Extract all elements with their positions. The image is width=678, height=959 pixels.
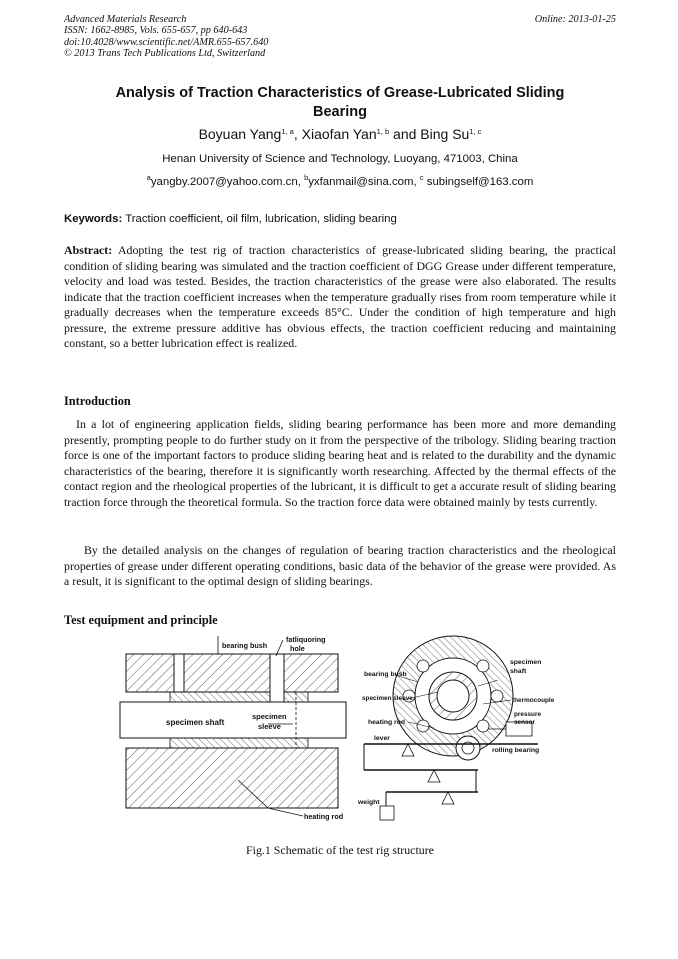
author-name: Boyuan Yang: [198, 126, 282, 142]
specimen-shaft-end: [437, 680, 469, 712]
journal-name: Advanced Materials Research: [64, 14, 187, 25]
label-heating-rod: heating rod: [304, 812, 344, 821]
label-fatliquoring-1: fatliquoring: [286, 635, 326, 644]
author-affil-mark: 1, b: [376, 127, 390, 136]
email-mark: a: [146, 173, 151, 182]
doi-line[interactable]: doi:10.4028/www.scientific.net/AMR.655-657.640: [64, 36, 269, 48]
loading-system: [357, 636, 555, 820]
bearing-bush-top: [126, 654, 338, 692]
author-separator: and: [389, 126, 421, 142]
author-affil-mark: 1, c: [469, 127, 482, 136]
label-thermocouple: thermocouple: [512, 697, 555, 704]
author-list: [64, 126, 616, 142]
label-weight: weight: [358, 799, 380, 806]
bearing-bush-bottom: [126, 748, 338, 808]
paper-title: [64, 84, 616, 122]
label-specimen-sleeve-2: sleeve: [258, 722, 281, 731]
specimen-sleeve-top: [170, 692, 308, 702]
label-specimen-sleeve-right: specimen sleeve: [362, 695, 413, 702]
label-fatliquoring-2: hole: [290, 644, 305, 653]
keywords-text: Traction coefficient, oil film, lubrication, sliding bearing: [125, 213, 397, 225]
heating-rod-hole: [174, 654, 184, 692]
specimen-sleeve-bottom: [170, 738, 308, 748]
online-date: Online: 2013-01-25: [534, 14, 616, 25]
label-pressure-sensor-1: pressure: [514, 711, 541, 718]
intro-paragraph-1: In a lot of engineering application fields, sliding bearing performance has been more and more demanding presently, prompting people to do further study on it from the perspective of the tribology. Sliding bearing traction force is one of the important factors to produce sliding bearing heat and is related to the durability and the dynamic characteristics of the bearing, therefore it is significantly worth researching. Affected by the thermal effects of the contact region and the rheological properties of the lubricant, it is difficult to get a accurate result of sliding bearing traction force through the theoretical formula. So the traction force data were obtained mainly by tests currently.: [64, 417, 616, 509]
title-line-1: Analysis of Traction Characteristics of Grease-Lubricated Sliding: [115, 85, 565, 101]
label-specimen-shaft-right-1: specimen: [510, 659, 542, 666]
abstract-label: Abstract:: [64, 243, 113, 257]
section-heading-test-equipment: Test equipment and principle: [64, 613, 218, 627]
specimen-shaft: [120, 702, 346, 738]
abstract: [64, 243, 616, 352]
label-rolling-bearing: rolling bearing: [492, 747, 540, 754]
author-affil-mark: 1, a: [281, 127, 294, 136]
intro-paragraph-2: By the detailed analysis on the changes of regulation of bearing traction characteristics and the rheological properties of grease under different operating conditions, basic data of the behavior of the grease were provided. As a result, it is significant to the optimal design of sliding bearings.: [64, 543, 616, 588]
label-bearing-bush: bearing bush: [222, 641, 268, 650]
issn-line: ISSN: 1662-8985, Vols. 655-657, pp 640-643: [64, 25, 248, 37]
journal-header: [64, 14, 616, 60]
label-pressure-sensor-2: sensor: [514, 719, 535, 726]
title-line-2: Bearing: [313, 104, 367, 120]
author-name: Bing Su: [420, 126, 470, 142]
keywords: [64, 213, 616, 225]
email-address[interactable]: yxfanmail@sina.com: [308, 176, 414, 188]
label-lever: lever: [374, 735, 390, 742]
email-mark: b: [304, 173, 309, 182]
affiliation: Henan University of Science and Technology, Luoyang, 471003, China: [162, 153, 518, 165]
label-specimen-sleeve-1: specimen: [252, 712, 287, 721]
keywords-label: Keywords:: [64, 213, 123, 225]
section-heading-introduction: Introduction: [64, 394, 131, 408]
bearing-cross-section: [120, 635, 346, 821]
label-bearing-bush-right: bearing bush: [364, 671, 407, 678]
author-name: Xiaofan Yan: [301, 126, 377, 142]
label-specimen-shaft: specimen shaft: [166, 718, 225, 727]
label-heating-rod-right: heating rod: [368, 719, 406, 726]
author-separator: ,: [293, 126, 302, 142]
email-list: $^a$yangby.2007@yahoo.com.cn, $^b$yxfanmail@sina.com, $^c$ subingself@163.com: [146, 173, 534, 188]
copyright-line: © 2013 Trans Tech Publications Ltd, Switzerland: [64, 48, 266, 60]
label-specimen-shaft-right-2: shaft: [510, 668, 527, 675]
email-mark: c: [419, 173, 424, 182]
abstract-text: Adopting the test rig of traction characteristics of grease-lubricated sliding bearing, the practical condition of sliding bearing was simulated and the traction coefficient of DGG Grease under different temperature, velocity and load was tested. Besides, the traction characteristics of the grease were also elaborated. The results indicate that the traction coefficient increases when the temperature gradually rises from room temperature while it gradually decreases when the temperature exceeds 85°C. Under the condition of high temperature and high pressure, the extreme pressure additive has obvious effects, the traction coefficient reducing and maintaining constant, so a better lubrication effect is realized.: [64, 243, 616, 350]
email-address[interactable]: yangby.2007@yahoo.com.cn: [150, 176, 298, 188]
figure-caption: Fig.1 Schematic of the test rig structure: [246, 843, 434, 857]
fatliquoring-hole: [270, 654, 284, 702]
email-address[interactable]: subingself@163.com: [426, 176, 534, 188]
weight-block: [380, 806, 394, 820]
test-rig-schematic: [118, 630, 584, 838]
